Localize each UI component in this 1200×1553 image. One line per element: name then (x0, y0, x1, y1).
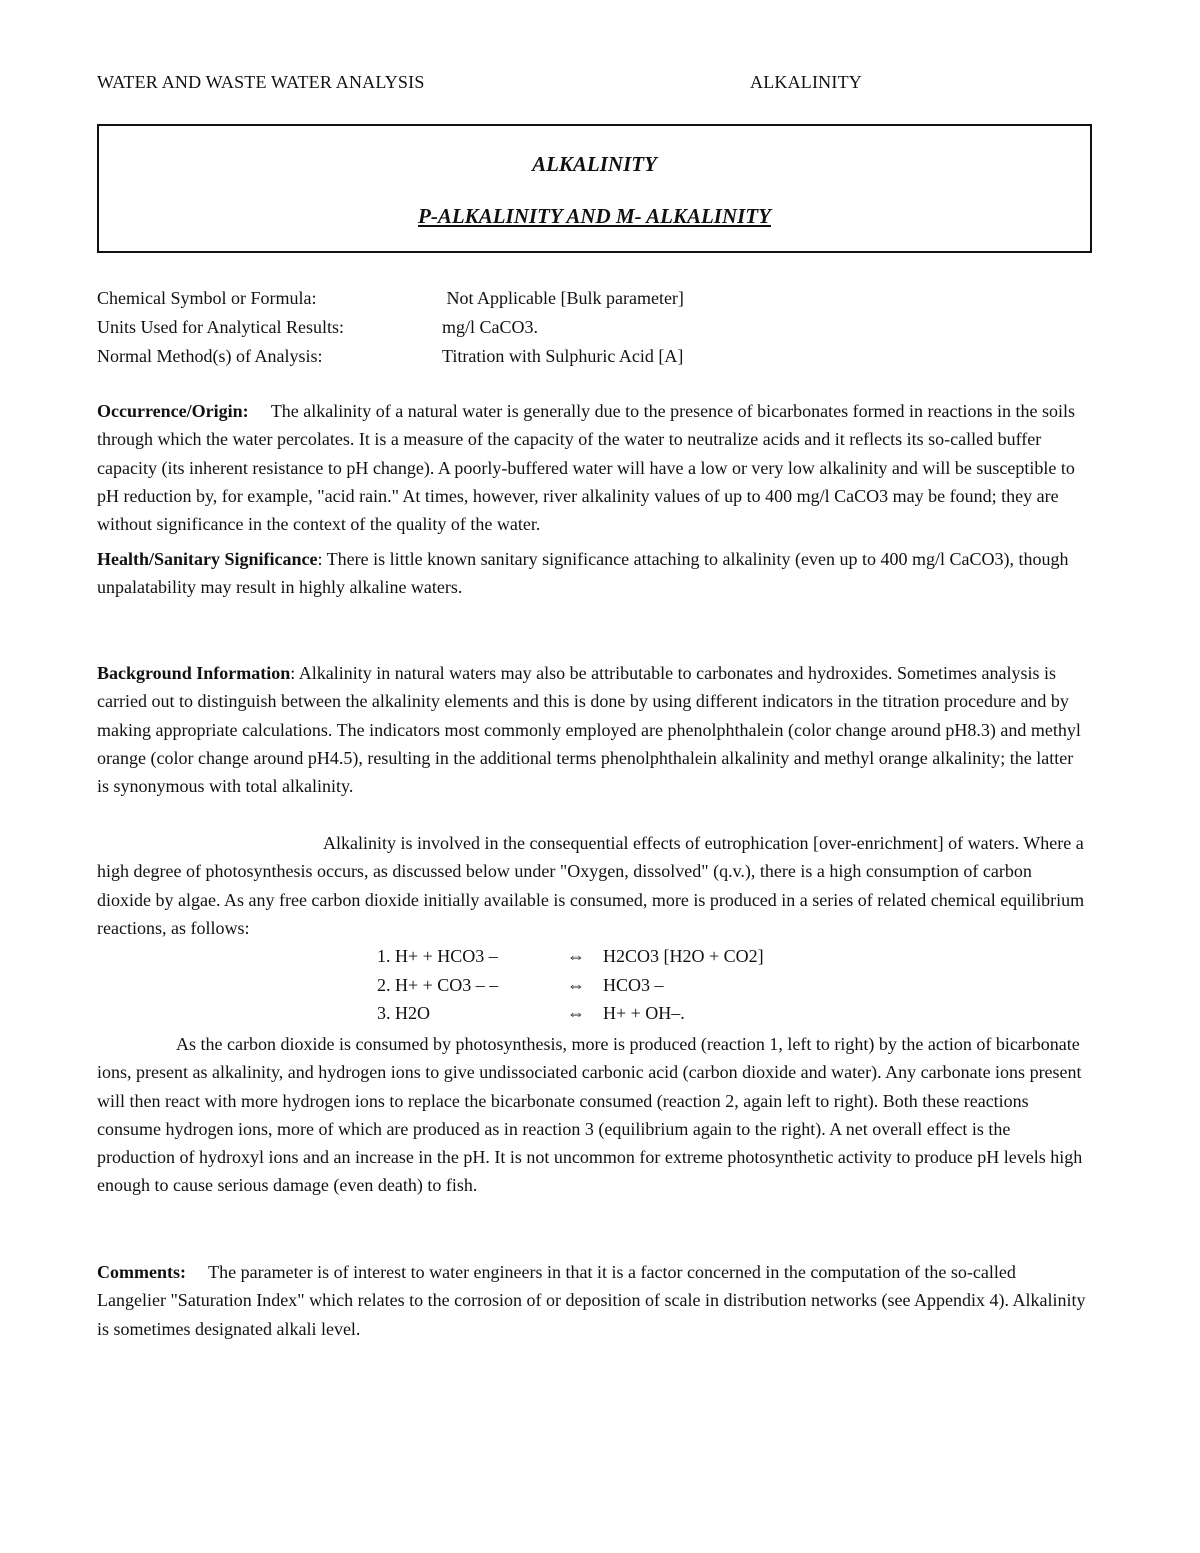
equation-rhs: H+ + OH–. (603, 1003, 685, 1023)
equilibrium-arrow-icon: ⇔ (567, 1003, 585, 1023)
meta-value: Not Applicable [Bulk parameter] (442, 288, 684, 308)
meta-value: Titration with Sulphuric Acid [A] (442, 346, 684, 366)
health-heading: Health/Sanitary Significance (97, 549, 318, 569)
document-title: ALKALINITY (532, 152, 657, 176)
occurrence-paragraph (97, 397, 1087, 538)
running-header-right: ALKALINITY (750, 72, 862, 92)
eutrophication-text: Alkalinity is involved in the consequential effects of eutrophication [over-enrichment] of waters. Where a high degree of photosynthesis occurs, as discussed below under "Oxygen, dissolved" (q.v.), there is a high consumption of carbon dioxide by algae. As any free carbon dioxide initially available is consumed, more is produced in a series of related chemical equilibrium reactions, as follows: (97, 833, 1085, 938)
health-paragraph (97, 545, 1087, 602)
occurrence-heading: Occurrence/Origin: (97, 401, 249, 421)
running-header-left: WATER AND WASTE WATER ANALYSIS (97, 72, 425, 92)
meta-label: Chemical Symbol or Formula: (97, 288, 317, 308)
equation-lhs: 3. H2O (377, 1003, 430, 1023)
meta-label: Units Used for Analytical Results: (97, 317, 344, 337)
equilibrium-arrow-icon: ⇔ (567, 946, 585, 966)
photosynthesis-paragraph (97, 1030, 1087, 1200)
background-paragraph (97, 659, 1087, 800)
eutrophication-paragraph (97, 829, 1087, 942)
title-box (97, 124, 1092, 253)
photosynthesis-text: As the carbon dioxide is consumed by photosynthesis, more is produced (reaction 1, left to right) by the action of bicarbonate ions, present as alkalinity, and hydrogen ions to give undissociated carbonic acid (carbon dioxide and water). Any carbonate ions present will then react with more hydrogen ions to replace the bicarbonate consumed (reaction 2, again left to right). Both these reactions consume hydrogen ions, more of which are produced as in reaction 3 (equilibrium again to the right). A net overall effect is the production of hydroxyl ions and an increase in the pH. It is not uncommon for extreme photosynthetic activity to produce pH levels high enough to cause serious damage (even death) to fish. (97, 1034, 1083, 1196)
background-heading: Background Information (97, 663, 291, 683)
equilibrium-arrow-icon: ⇔ (567, 975, 585, 995)
occurrence-text: The alkalinity of a natural water is generally due to the presence of bicarbonates formed in reactions in the soils through which the water percolates. It is a measure of the capacity of the water to neutralize acids and it reflects its so-called buffer capacity (its inherent resistance to pH change). A poorly-buffered water will have a low or very low alkalinity and will be susceptible to pH reduction by, for example, "acid rain." At times, however, river alkalinity values of up to 400 mg/l CaCO3 may be found; they are without significance in the context of the quality of the water. (97, 401, 1076, 535)
background-text: : Alkalinity in natural waters may also be attributable to carbonates and hydroxides. Sometimes analysis is carried out to distinguish between the alkalinity elements and this is done by using different indicators in the titration procedure and by making appropriate calculations. The indicators most commonly employed are phenolphthalein (color change around pH8.3) and methyl orange (color change around pH4.5), resulting in the additional terms phenolphthalein alkalinity and methyl orange alkalinity; the latter is synonymous with total alkalinity. (97, 663, 1081, 797)
health-text: : There is little known sanitary significance attaching to alkalinity (even up to 400 mg/l CaCO3), though unpalatability may result in highly alkaline waters. (97, 549, 1069, 598)
equation-lhs: 1. H+ + HCO3 – (377, 946, 498, 966)
meta-label: Normal Method(s) of Analysis: (97, 346, 323, 366)
comments-text: The parameter is of interest to water engineers in that it is a factor concerned in the computation of the so-called Langelier "Saturation Index" which relates to the corrosion of or deposition of scale in distribution networks (see Appendix 4). Alkalinity is sometimes designated alkali level. (97, 1262, 1086, 1339)
meta-value: mg/l CaCO3. (442, 317, 539, 337)
equation-lhs: 2. H+ + CO3 – – (377, 975, 499, 995)
equation-rhs: H2CO3 [H2O + CO2] (603, 946, 764, 966)
equation-rhs: HCO3 – (603, 975, 664, 995)
comments-paragraph (97, 1258, 1087, 1343)
document-subtitle: P-ALKALINITY AND M- ALKALINITY (418, 204, 771, 228)
comments-heading: Comments: (97, 1262, 186, 1282)
